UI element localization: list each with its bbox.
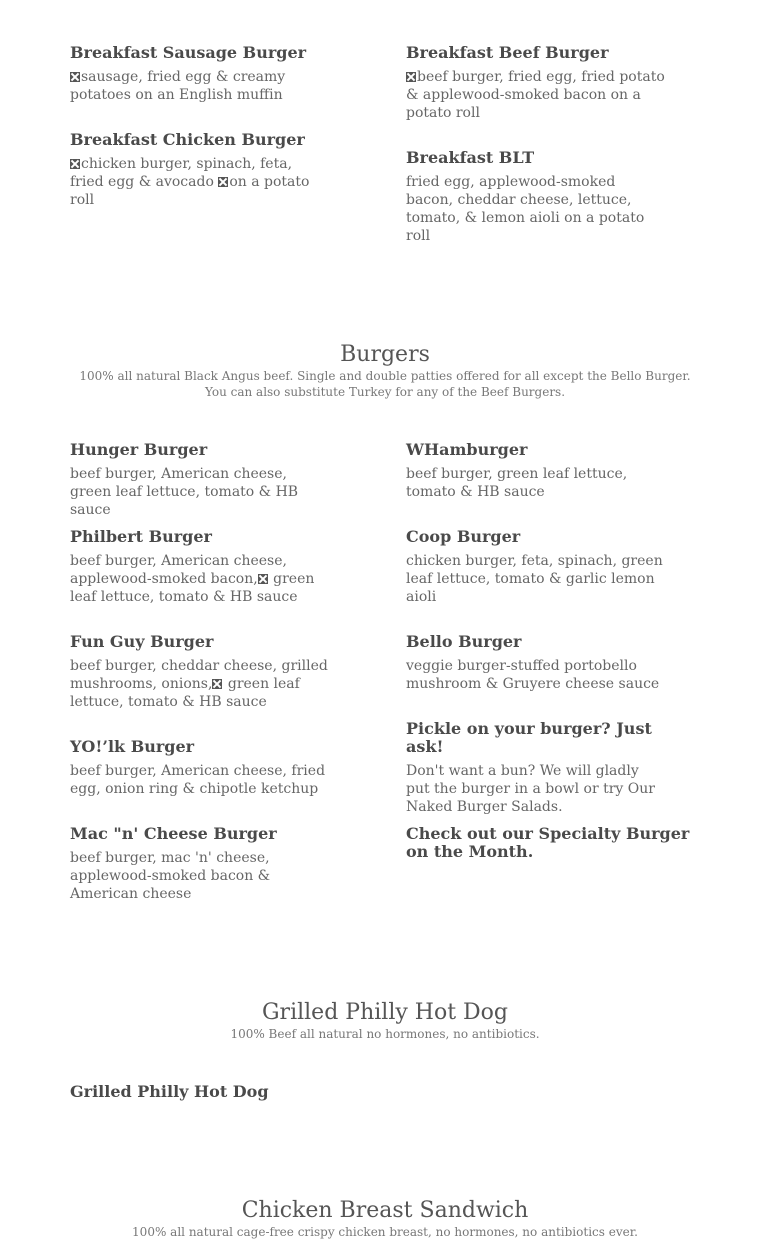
menu-item-description: beef burger, American cheese, fried egg, onion ring & chipotle ketchup (70, 763, 326, 797)
menu-item-name: Mac "n' Cheese Burger (70, 824, 277, 843)
missing-glyph-icon (406, 72, 416, 82)
menu-item (70, 441, 330, 519)
menu-item-name: Breakfast BLT (406, 148, 535, 167)
menu-item-description: chicken burger, feta, spinach, green leaf lettuce, tomato & garlic lemon aioli (406, 553, 663, 605)
menu-item-name: Pickle on your burger? Just ask! (406, 719, 652, 756)
menu-item (70, 633, 330, 711)
menu-item-description: fried egg, applewood-smoked bacon, cheddar cheese, lettuce, tomato, & lemon aioli on a potato roll (406, 174, 645, 244)
missing-glyph-icon (70, 159, 80, 169)
section-title: Grilled Philly Hot Dog (261, 1000, 509, 1025)
menu-item-description: sausage, fried egg & creamy potatoes on an English muffin (70, 69, 286, 103)
menu-item-name: Philbert Burger (70, 527, 212, 546)
section-title: Chicken Breast Sandwich (241, 1198, 529, 1223)
menu-item (70, 825, 330, 903)
menu-item-name: WHamburger (406, 440, 528, 459)
menu-item (70, 738, 330, 798)
missing-glyph-icon (212, 679, 222, 689)
menu-item-description: beef burger, mac 'n' cheese, applewood-smoked bacon & American cheese (70, 850, 271, 902)
menu-item-description: beef burger, cheddar cheese, grilled mushrooms, onions, green leaf lettuce, tomato & HB sauce (70, 658, 328, 710)
menu-item-name: Check out our Specialty Burger on the Month. (406, 824, 690, 861)
section-title: Burgers (340, 342, 430, 367)
missing-glyph-icon (218, 177, 228, 187)
section-subtitle: 100% Beef all natural no hormones, no antibiotics. (230, 1027, 540, 1041)
menu-item-description: beef burger, green leaf lettuce, tomato & HB sauce (406, 466, 628, 500)
menu-item (406, 825, 706, 867)
menu-item-description: veggie burger-stuffed portobello mushroom & Gruyere cheese sauce (406, 658, 660, 692)
menu-item-name: Breakfast Sausage Burger (70, 43, 307, 62)
menu-item-description: beef burger, American cheese, green leaf lettuce, tomato & HB sauce (70, 466, 299, 518)
menu-item-description: chicken burger, spinach, feta, fried egg & avocado on a potato roll (70, 156, 310, 208)
menu-item-description: beef burger, American cheese, applewood-smoked bacon, green leaf lettuce, tomato & HB sauce (70, 553, 315, 605)
menu-item (406, 528, 666, 606)
menu-item (406, 633, 666, 693)
menu-item (406, 149, 666, 245)
menu-item (406, 720, 666, 816)
menu-item (70, 528, 330, 606)
menu-item-name: Hunger Burger (70, 440, 208, 459)
menu-item-description: Don't want a bun? We will gladly put the burger in a bowl or try Our Naked Burger Salads. (406, 763, 655, 815)
menu-item-name: Breakfast Chicken Burger (70, 130, 305, 149)
missing-glyph-icon (258, 574, 268, 584)
section-subtitle: 100% all natural Black Angus beef. Single and double patties offered for all except the Bello Burger. You can also substitute Turkey for any of the Beef Burgers. (79, 369, 691, 399)
menu-item-name: Bello Burger (406, 632, 522, 651)
menu-item-name: Breakfast Beef Burger (406, 43, 609, 62)
section-subtitle: 100% all natural cage-free crispy chicken breast, no hormones, no antibiotics ever. (132, 1225, 638, 1239)
menu-item (406, 44, 666, 122)
menu-item-name: Fun Guy Burger (70, 632, 214, 651)
menu-item (70, 44, 330, 104)
menu-item (70, 1083, 330, 1107)
missing-glyph-icon (70, 72, 80, 82)
menu-item-description: beef burger, fried egg, fried potato & applewood-smoked bacon on a potato roll (406, 69, 665, 121)
menu-item-name: Grilled Philly Hot Dog (70, 1082, 269, 1101)
menu-item (406, 441, 666, 501)
menu-item-name: YO!’lk Burger (70, 737, 195, 756)
menu-item (70, 131, 330, 209)
menu-item-name: Coop Burger (406, 527, 521, 546)
